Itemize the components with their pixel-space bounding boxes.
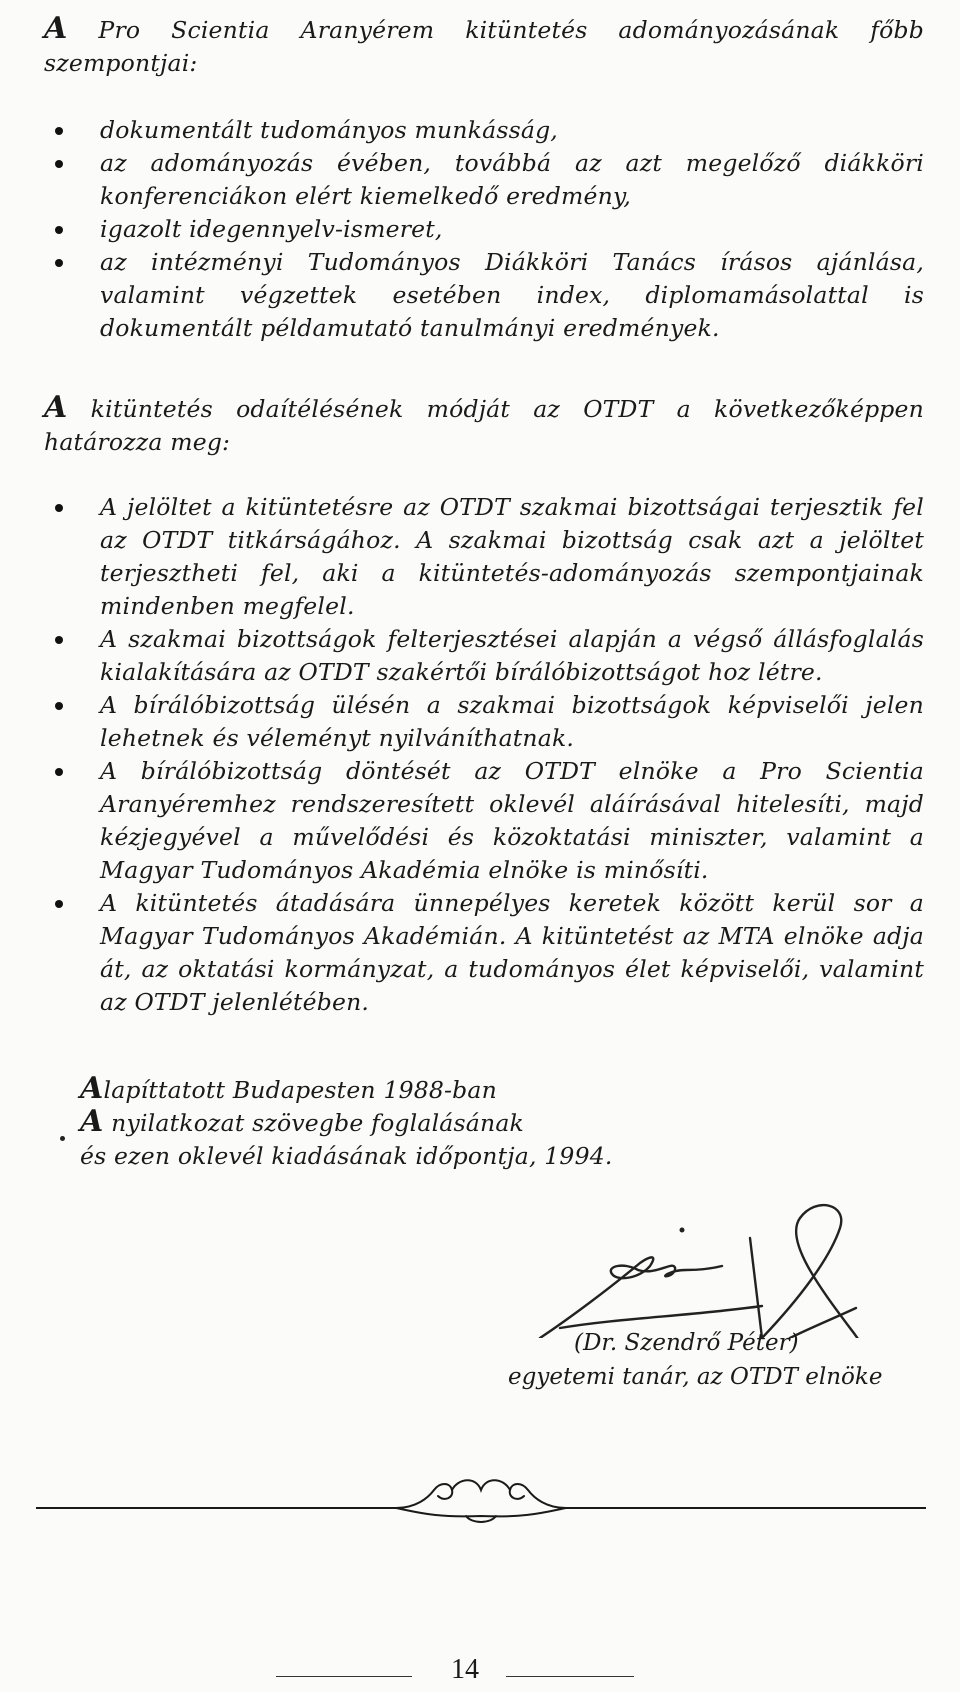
procedure-item — [100, 887, 924, 1019]
criteria-item — [100, 213, 924, 246]
procedure-item-text: A szakmai bizottságok felterjesztései alapján a végső állásfoglalás kialakítására az OTDT szakértői bírálóbizottságot hoz létre. — [100, 625, 924, 686]
criteria-item — [100, 246, 924, 345]
bullet-icon — [55, 900, 63, 908]
drop-cap: A — [44, 390, 68, 425]
procedure-item — [100, 689, 924, 755]
declaration-line — [80, 1104, 924, 1140]
stray-dot — [60, 1136, 65, 1141]
document-page — [44, 11, 924, 1173]
footer-rule-left — [276, 1676, 412, 1677]
bullet-icon — [55, 259, 63, 267]
signatory-title: egyetemi tanár, az OTDT elnöke — [508, 1364, 883, 1390]
signatory-name: (Dr. Szendrő Péter) — [574, 1330, 799, 1356]
criteria-item-text: igazolt idegennyelv-ismeret, — [100, 215, 443, 243]
procedure-item — [100, 623, 924, 689]
declaration-text: nyilatkozat szövegbe foglalásának — [103, 1109, 524, 1137]
procedure-item-text: A kitüntetés átadására ünnepélyes keretek között kerül sor a Magyar Tudományos Akadémián. A kitüntetést az MTA elnöke adja át, az oktatási kormányzat, a tudományos élet képviselői, valamint az OTDT jelenlétében. — [100, 889, 924, 1016]
bullet-icon — [55, 127, 63, 135]
criteria-item-text: az intézményi Tudományos Diákköri Tanács írásos ajánlása, valamint végzettek esetében index, diplomamásolattal is dokumentált példamutató tanulmányi eredmények. — [100, 248, 924, 342]
criteria-item-text: dokumentált tudományos munkásság, — [100, 116, 558, 144]
bullet-icon — [55, 636, 63, 644]
drop-cap: A — [44, 11, 68, 46]
procedure-list — [100, 491, 924, 1019]
procedure-item — [100, 755, 924, 887]
bullet-icon — [55, 702, 63, 710]
bullet-icon — [55, 160, 63, 168]
procedure-item-text: A bírálóbizottság döntését az OTDT elnöke a Pro Scientia Aranyéremhez rendszeresített oklevél aláírásával hitelesíti, majd kézjegyével a művelődési és közoktatási miniszter, valamint a Magyar Tudományos Akadémia elnöke is minősíti. — [100, 757, 924, 884]
footer-rule-right — [506, 1676, 634, 1677]
page-number: 14 — [451, 1654, 479, 1685]
drop-cap: A — [80, 1071, 104, 1106]
criteria-item-text: az adományozás évében, továbbá az azt megelőző diákköri konferenciákon elért kiemelkedő eredmény, — [100, 149, 924, 210]
criteria-item — [100, 114, 924, 147]
closing-statement — [80, 1071, 924, 1173]
issue-date-line: és ezen oklevél kiadásának időpontja, 1994. — [80, 1142, 613, 1170]
decorative-divider — [36, 1468, 926, 1528]
criteria-item — [100, 147, 924, 213]
bullet-icon — [55, 504, 63, 512]
procedure-item-text: A jelöltet a kitüntetésre az OTDT szakmai bizottságai terjesztik fel az OTDT titkárságához. A szakmai bizottság csak azt a jelöltet terjesztheti fel, aki a kitüntetés-adományozás szempontjainak mindenben megfelel. — [100, 493, 924, 620]
drop-cap: A — [80, 1104, 104, 1139]
bullet-icon — [55, 226, 63, 234]
bullet-icon — [55, 768, 63, 776]
procedure-item-text: A bírálóbizottság ülésén a szakmai bizottságok képviselői jelen lehetnek és véleményt nyilváníthatnak. — [100, 691, 924, 752]
founding-line — [80, 1071, 924, 1107]
criteria-intro-text: Pro Scientia Aranyérem kitüntetés adományozásának főbb szempontjai: — [44, 16, 924, 77]
procedure-item — [100, 491, 924, 623]
founding-text: lapíttatott Budapesten 1988-ban — [103, 1076, 497, 1104]
criteria-list — [100, 114, 924, 345]
handwritten-signature — [500, 1178, 920, 1338]
procedure-intro — [44, 390, 924, 459]
criteria-intro — [44, 11, 924, 80]
procedure-intro-text: kitüntetés odaítélésének módját az OTDT a következőképpen határozza meg: — [44, 395, 924, 456]
